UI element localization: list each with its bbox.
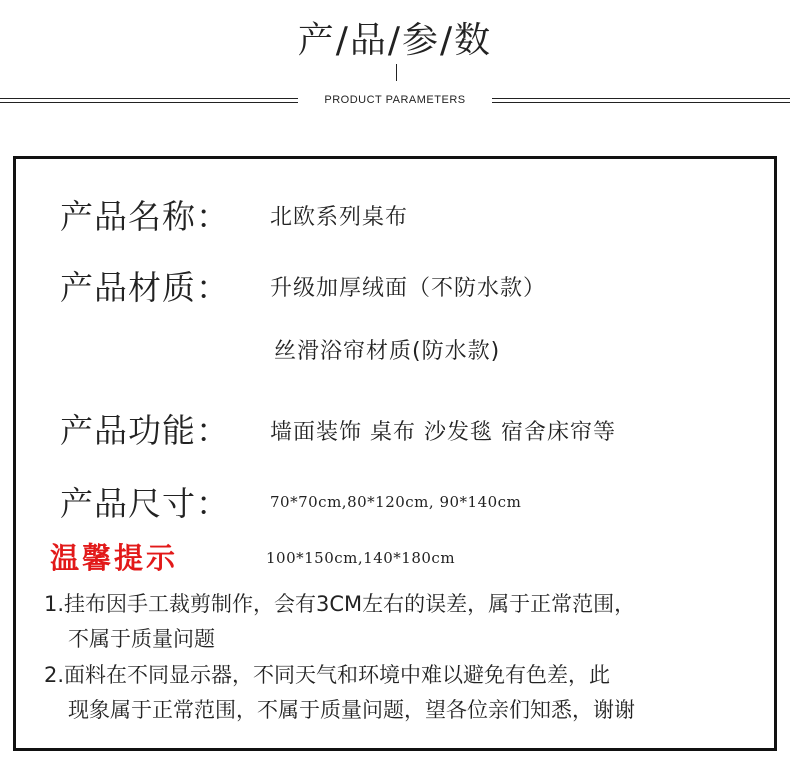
page-subtitle: PRODUCT PARAMETERS bbox=[324, 94, 466, 106]
material-label: 产品材质： bbox=[60, 268, 230, 307]
divider-right bbox=[492, 98, 790, 103]
material-value-1: 升级加厚绒面（不防水款） bbox=[270, 276, 547, 301]
note-1-line-1: 1.挂布因手工裁剪制作，会有3CM左右的误差，属于正常范围， bbox=[44, 592, 636, 616]
size-value-1: 70*70cm,80*120cm, 90*140cm bbox=[270, 493, 522, 511]
function-value: 墙面装饰 桌布 沙发毯 宿舍床帘等 bbox=[270, 420, 616, 445]
divider-left bbox=[0, 98, 298, 103]
material-value-2: 丝滑浴帘材质(防水款) bbox=[274, 339, 501, 364]
note-2-line-1: 2.面料在不同显示器，不同天气和环境中难以避免有色差，此 bbox=[44, 663, 611, 687]
tips-heading: 温馨提示 bbox=[50, 541, 179, 575]
title-tick bbox=[396, 64, 397, 81]
note-1-line-2: 不属于质量问题 bbox=[68, 627, 215, 651]
size-label: 产品尺寸： bbox=[60, 484, 230, 523]
product-name-value: 北欧系列桌布 bbox=[270, 205, 409, 230]
note-2-line-2: 现象属于正常范围，不属于质量问题，望各位亲们知悉，谢谢 bbox=[68, 698, 635, 722]
page-title: 产/品/参/数 bbox=[297, 20, 493, 61]
function-label: 产品功能： bbox=[60, 411, 230, 450]
product-name-label: 产品名称： bbox=[60, 197, 230, 236]
size-value-2: 100*150cm,140*180cm bbox=[266, 549, 456, 567]
